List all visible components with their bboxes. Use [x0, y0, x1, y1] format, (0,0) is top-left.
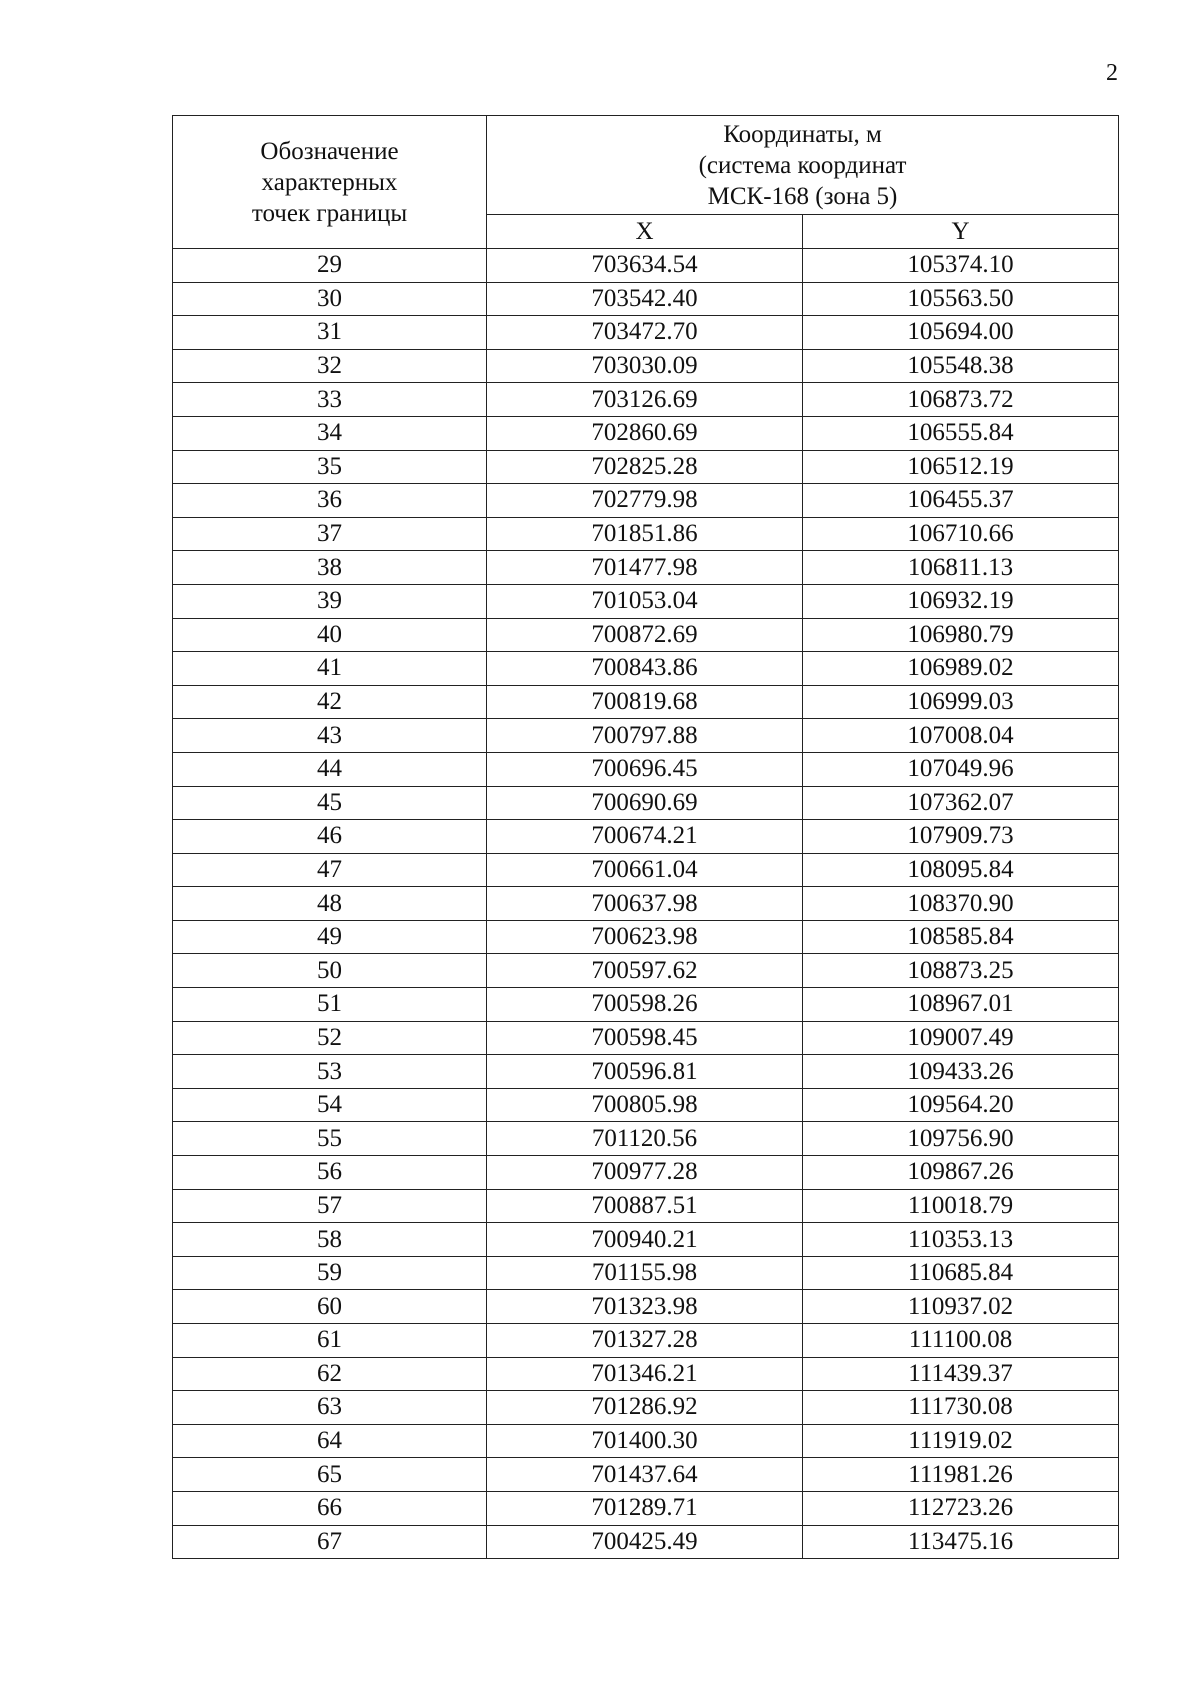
point-cell: 53: [173, 1055, 487, 1089]
table-row: [173, 1491, 1119, 1525]
point-cell: 65: [173, 1458, 487, 1492]
x-coordinate-cell: 703030.09: [487, 349, 803, 383]
x-coordinate-cell: 700598.45: [487, 1021, 803, 1055]
y-coordinate-cell: 106455.37: [803, 484, 1119, 518]
x-coordinate-cell: 702779.98: [487, 484, 803, 518]
table-row: [173, 920, 1119, 954]
point-cell: 35: [173, 450, 487, 484]
table-row: [173, 1256, 1119, 1290]
table-row: [173, 685, 1119, 719]
point-cell: 32: [173, 349, 487, 383]
table-row: [173, 416, 1119, 450]
y-coordinate-cell: 108967.01: [803, 988, 1119, 1022]
point-cell: 63: [173, 1391, 487, 1425]
coordinates-group-header-label: Координаты, м (система координат МСК-168 (зона 5): [698, 120, 907, 210]
x-coordinate-cell: 701120.56: [487, 1122, 803, 1156]
y-coordinate-cell: 106710.66: [803, 517, 1119, 551]
x-coordinate-cell: 701327.28: [487, 1324, 803, 1358]
point-cell: 33: [173, 383, 487, 417]
x-coordinate-cell: 701400.30: [487, 1424, 803, 1458]
table-row: [173, 719, 1119, 753]
x-coordinate-cell: 700843.86: [487, 652, 803, 686]
table-row: [173, 853, 1119, 887]
x-coordinate-cell: 703634.54: [487, 249, 803, 283]
point-cell: 39: [173, 584, 487, 618]
point-cell: 31: [173, 316, 487, 350]
table-row: [173, 249, 1119, 283]
y-coordinate-cell: 105563.50: [803, 282, 1119, 316]
y-column-header: Y: [803, 215, 1119, 249]
point-cell: 67: [173, 1525, 487, 1559]
table-row: [173, 1223, 1119, 1257]
point-cell: 36: [173, 484, 487, 518]
coordinates-table: [172, 115, 1119, 1559]
point-cell: 66: [173, 1491, 487, 1525]
point-cell: 64: [173, 1424, 487, 1458]
y-coordinate-cell: 110937.02: [803, 1290, 1119, 1324]
x-coordinate-cell: 700598.26: [487, 988, 803, 1022]
table-row: [173, 1525, 1119, 1559]
point-cell: 43: [173, 719, 487, 753]
x-coordinate-cell: 700597.62: [487, 954, 803, 988]
table-row: [173, 450, 1119, 484]
page-number: 2: [1106, 60, 1118, 86]
point-cell: 57: [173, 1189, 487, 1223]
y-coordinate-cell: 111100.08: [803, 1324, 1119, 1358]
point-cell: 29: [173, 249, 487, 283]
table-row: [173, 887, 1119, 921]
y-coordinate-cell: 108370.90: [803, 887, 1119, 921]
table-row: [173, 618, 1119, 652]
point-cell: 46: [173, 820, 487, 854]
x-coordinate-cell: 700425.49: [487, 1525, 803, 1559]
table-row: [173, 282, 1119, 316]
y-coordinate-cell: 111730.08: [803, 1391, 1119, 1425]
point-cell: 51: [173, 988, 487, 1022]
x-coordinate-cell: 700819.68: [487, 685, 803, 719]
x-coordinate-cell: 700637.98: [487, 887, 803, 921]
point-cell: 58: [173, 1223, 487, 1257]
x-coordinate-cell: 701155.98: [487, 1256, 803, 1290]
table-row: [173, 1122, 1119, 1156]
x-coordinate-cell: 703472.70: [487, 316, 803, 350]
y-coordinate-cell: 107362.07: [803, 786, 1119, 820]
y-coordinate-cell: 107909.73: [803, 820, 1119, 854]
x-coordinate-cell: 701289.71: [487, 1491, 803, 1525]
x-coordinate-cell: 700690.69: [487, 786, 803, 820]
x-coordinate-cell: 701346.21: [487, 1357, 803, 1391]
y-coordinate-cell: 107049.96: [803, 752, 1119, 786]
table-row: [173, 584, 1119, 618]
x-coordinate-cell: 701477.98: [487, 551, 803, 585]
y-coordinate-cell: 105548.38: [803, 349, 1119, 383]
x-coordinate-cell: 700805.98: [487, 1088, 803, 1122]
y-coordinate-cell: 110685.84: [803, 1256, 1119, 1290]
x-coordinate-cell: 701323.98: [487, 1290, 803, 1324]
y-coordinate-cell: 108873.25: [803, 954, 1119, 988]
y-coordinate-cell: 109433.26: [803, 1055, 1119, 1089]
point-cell: 60: [173, 1290, 487, 1324]
x-coordinate-cell: 700696.45: [487, 752, 803, 786]
x-coordinate-cell: 701437.64: [487, 1458, 803, 1492]
point-cell: 44: [173, 752, 487, 786]
table-row: [173, 349, 1119, 383]
y-coordinate-cell: 110018.79: [803, 1189, 1119, 1223]
y-coordinate-cell: 106555.84: [803, 416, 1119, 450]
table-row: [173, 1021, 1119, 1055]
table-row: [173, 1088, 1119, 1122]
y-coordinate-cell: 113475.16: [803, 1525, 1119, 1559]
table-row: [173, 1156, 1119, 1190]
y-coordinate-cell: 110353.13: [803, 1223, 1119, 1257]
x-coordinate-cell: 700940.21: [487, 1223, 803, 1257]
table-row: [173, 1189, 1119, 1223]
table-header: [173, 116, 1119, 249]
table-row: [173, 1324, 1119, 1358]
y-coordinate-cell: 106811.13: [803, 551, 1119, 585]
x-coordinate-cell: 700596.81: [487, 1055, 803, 1089]
point-cell: 50: [173, 954, 487, 988]
x-coordinate-cell: 703126.69: [487, 383, 803, 417]
table-row: [173, 954, 1119, 988]
point-cell: 34: [173, 416, 487, 450]
point-cell: 45: [173, 786, 487, 820]
y-coordinate-cell: 107008.04: [803, 719, 1119, 753]
y-coordinate-cell: 109756.90: [803, 1122, 1119, 1156]
table-row: [173, 820, 1119, 854]
table-row: [173, 517, 1119, 551]
table-row: [173, 316, 1119, 350]
x-coordinate-cell: 703542.40: [487, 282, 803, 316]
table-row: [173, 1391, 1119, 1425]
table-row: [173, 551, 1119, 585]
point-cell: 52: [173, 1021, 487, 1055]
x-coordinate-cell: 701286.92: [487, 1391, 803, 1425]
point-cell: 55: [173, 1122, 487, 1156]
y-coordinate-cell: 106873.72: [803, 383, 1119, 417]
point-cell: 37: [173, 517, 487, 551]
y-coordinate-cell: 106989.02: [803, 652, 1119, 686]
y-coordinate-cell: 106512.19: [803, 450, 1119, 484]
y-coordinate-cell: 112723.26: [803, 1491, 1119, 1525]
y-coordinate-cell: 111439.37: [803, 1357, 1119, 1391]
table-row: [173, 752, 1119, 786]
point-cell: 59: [173, 1256, 487, 1290]
y-coordinate-cell: 111919.02: [803, 1424, 1119, 1458]
point-column-header: [173, 116, 487, 249]
table-row: [173, 484, 1119, 518]
x-coordinate-cell: 701851.86: [487, 517, 803, 551]
point-cell: 48: [173, 887, 487, 921]
x-coordinate-cell: 700797.88: [487, 719, 803, 753]
y-coordinate-cell: 106932.19: [803, 584, 1119, 618]
point-column-header-label: Обозначение характерных точек границы: [251, 137, 408, 227]
point-cell: 47: [173, 853, 487, 887]
table-row: [173, 383, 1119, 417]
table-row: [173, 786, 1119, 820]
x-coordinate-cell: 701053.04: [487, 584, 803, 618]
x-coordinate-cell: 700887.51: [487, 1189, 803, 1223]
point-cell: 40: [173, 618, 487, 652]
point-cell: 62: [173, 1357, 487, 1391]
y-coordinate-cell: 109007.49: [803, 1021, 1119, 1055]
table-row: [173, 1424, 1119, 1458]
x-column-header: X: [487, 215, 803, 249]
y-coordinate-cell: 108095.84: [803, 853, 1119, 887]
table-row: [173, 988, 1119, 1022]
table-row: [173, 1290, 1119, 1324]
table-row: [173, 1055, 1119, 1089]
y-coordinate-cell: 105374.10: [803, 249, 1119, 283]
point-cell: 54: [173, 1088, 487, 1122]
point-cell: 41: [173, 652, 487, 686]
x-coordinate-cell: 700674.21: [487, 820, 803, 854]
point-cell: 49: [173, 920, 487, 954]
y-coordinate-cell: 106999.03: [803, 685, 1119, 719]
x-coordinate-cell: 700623.98: [487, 920, 803, 954]
y-coordinate-cell: 106980.79: [803, 618, 1119, 652]
y-coordinate-cell: 105694.00: [803, 316, 1119, 350]
y-coordinate-cell: 109867.26: [803, 1156, 1119, 1190]
table-row: [173, 652, 1119, 686]
y-coordinate-cell: 108585.84: [803, 920, 1119, 954]
y-coordinate-cell: 111981.26: [803, 1458, 1119, 1492]
x-coordinate-cell: 702825.28: [487, 450, 803, 484]
x-coordinate-cell: 702860.69: [487, 416, 803, 450]
table-row: [173, 1458, 1119, 1492]
coordinates-group-header: [487, 116, 1119, 215]
point-cell: 42: [173, 685, 487, 719]
x-coordinate-cell: 700977.28: [487, 1156, 803, 1190]
point-cell: 61: [173, 1324, 487, 1358]
point-cell: 30: [173, 282, 487, 316]
point-cell: 38: [173, 551, 487, 585]
table-body: [173, 249, 1119, 1559]
x-coordinate-cell: 700661.04: [487, 853, 803, 887]
x-coordinate-cell: 700872.69: [487, 618, 803, 652]
point-cell: 56: [173, 1156, 487, 1190]
table-row: [173, 1357, 1119, 1391]
y-coordinate-cell: 109564.20: [803, 1088, 1119, 1122]
